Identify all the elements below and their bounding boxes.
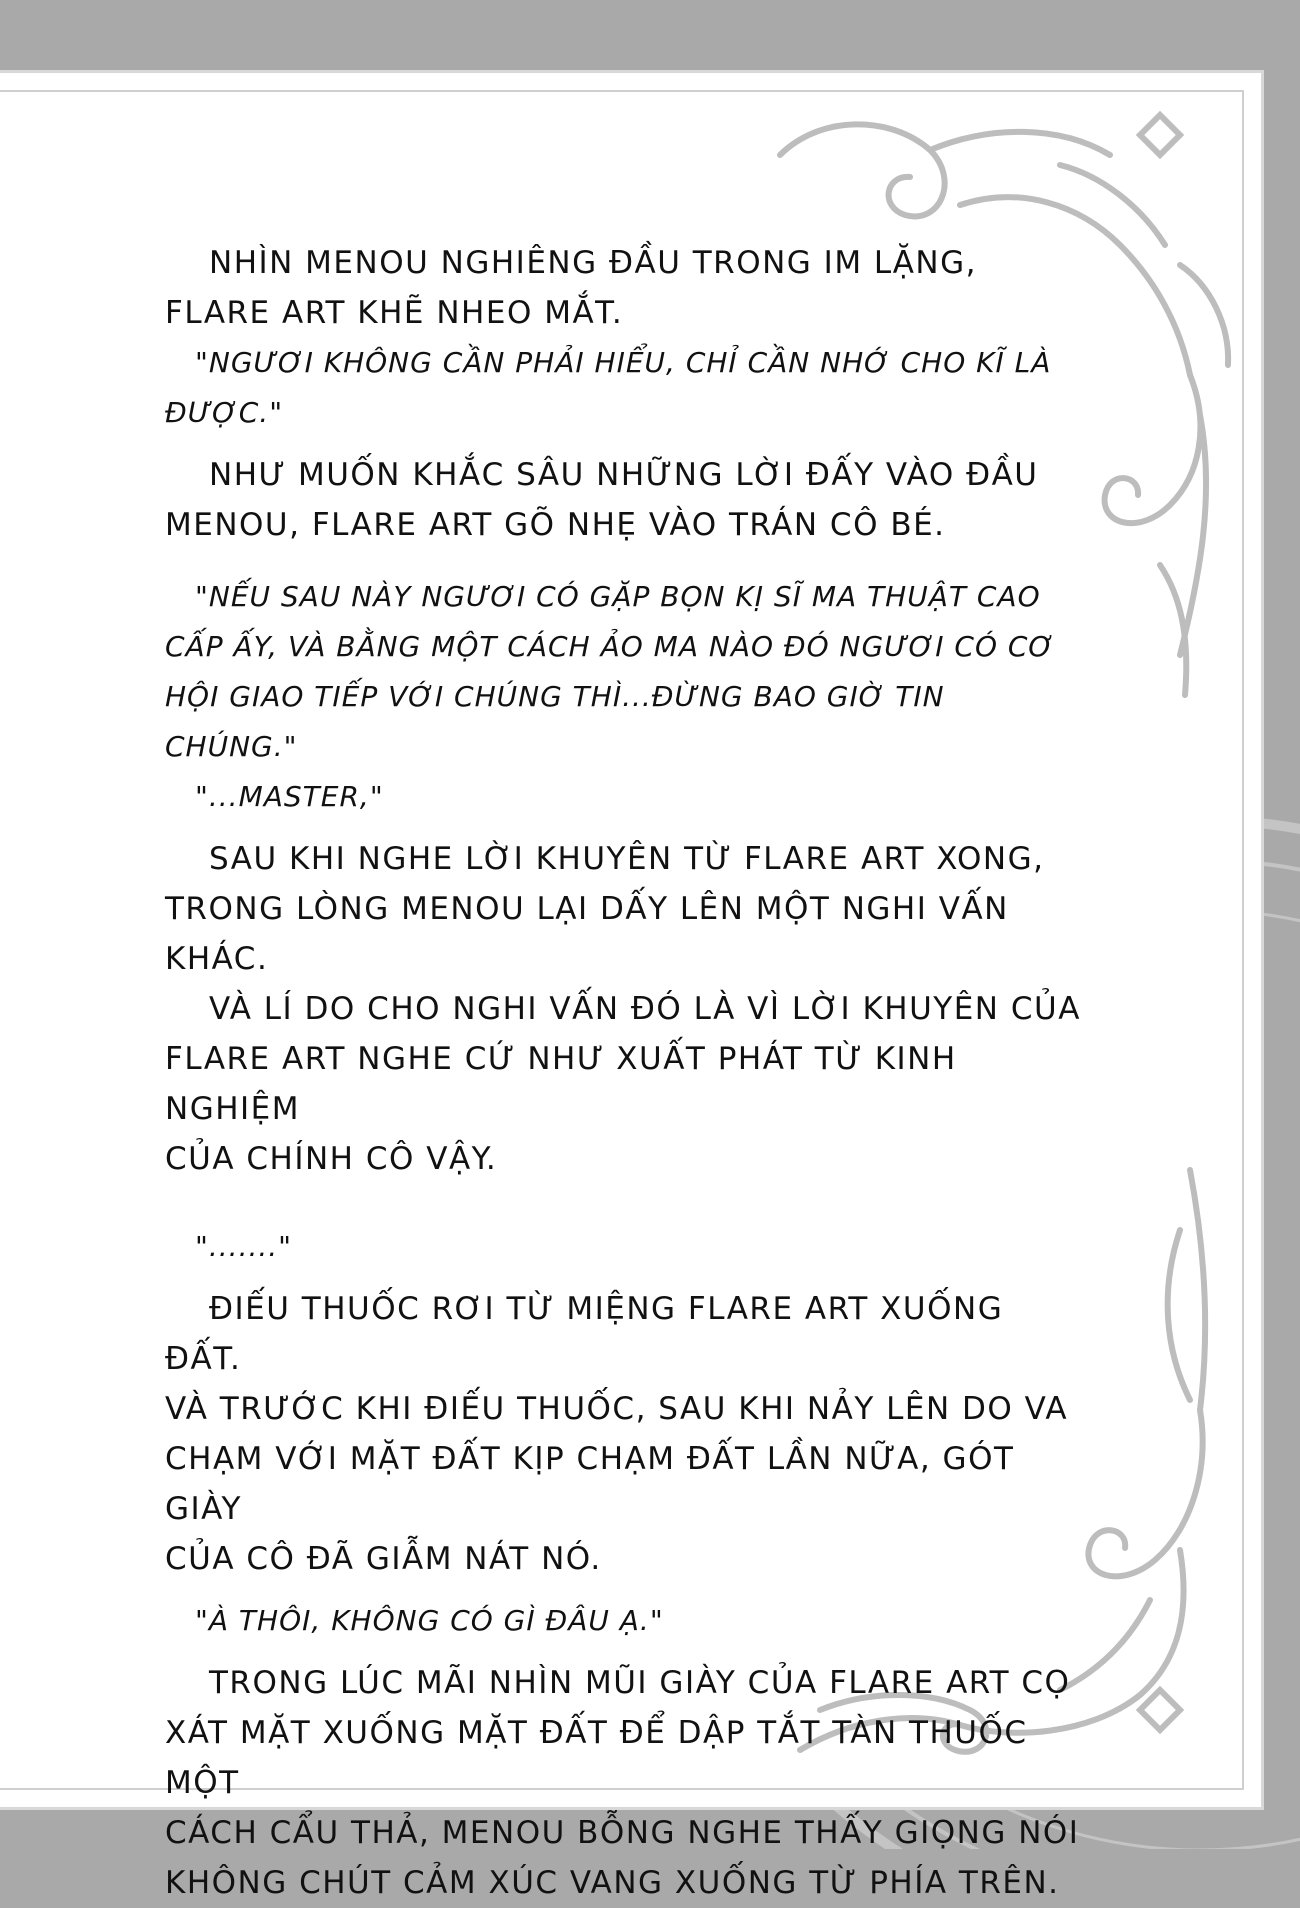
dialogue-line: "NẾU SAU NÀY NGƯƠI CÓ GẶP BỌN KỊ SĨ MA THUẬT CAO CẤP ẤY, VÀ BẰNG MỘT CÁCH ẢO MA NÀO ĐÓ NGƯƠI CÓ CƠ HỘI GIAO TIẾP VỚI CHÚNG THÌ...ĐỪNG BAO GIỜ TIN CHÚNG." [165, 580, 1055, 763]
dialogue-line: "À THÔI, KHÔNG CÓ GÌ ĐÂU Ạ." [195, 1604, 664, 1637]
dialogue-line: "......." [195, 1230, 293, 1263]
dialogue-line: "...MASTER," [195, 780, 384, 813]
narration-paragraph: VÀ LÍ DO CHO NGHI VẤN ĐÓ LÀ VÌ LỜI KHUYÊN CỦA FLARE ART NGHE CỨ NHƯ XUẤT PHÁT TỪ KINH NGHIỆM CỦA CHÍNH CÔ VẬY. [165, 991, 1081, 1177]
dialogue-line: "NGƯƠI KHÔNG CẦN PHẢI HIỂU, CHỈ CẦN NHỚ CHO KĨ LÀ ĐƯỢC." [165, 346, 1052, 429]
narration-paragraph: ĐIẾU THUỐC RƠI TỪ MIỆNG FLARE ART XUỐNG ĐẤT. VÀ TRƯỚC KHI ĐIẾU THUỐC, SAU KHI NẢY LÊN DO VA CHẠM VỚI MẶT ĐẤT KỊP CHẠM ĐẤT LẦN NỮA, GÓT GIÀY CỦA CÔ ĐÃ GIẪM NÁT NÓ. [165, 1291, 1069, 1577]
document-text [165, 238, 1085, 1908]
narration-paragraph: SAU KHI NGHE LỜI KHUYÊN TỪ FLARE ART XONG, TRONG LÒNG MENOU LẠI DẤY LÊN MỘT NGHI VẤN KHÁC. [165, 841, 1045, 977]
narration-paragraph: NHƯ MUỐN KHẮC SÂU NHỮNG LỜI ĐẤY VÀO ĐẦU MENOU, FLARE ART GÕ NHẸ VÀO TRÁN CÔ BÉ. [165, 457, 1039, 543]
narration-paragraph: TRONG LÚC MÃI NHÌN MŨI GIÀY CỦA FLARE ART CỌ XÁT MẶT XUỐNG MẶT ĐẤT ĐỂ DẬP TẮT TÀN THUỐC MỘT CÁCH CẨU THẢ, MENOU BỖNG NGHE THẤY GIỌNG NÓI KHÔNG CHÚT CẢM XÚC VANG XUỐNG TỪ PHÍA TRÊN. [165, 1665, 1080, 1901]
narration-paragraph: NHÌN MENOU NGHIÊNG ĐẦU TRONG IM LẶNG, FLARE ART KHẼ NHEO MẮT. [165, 245, 977, 331]
